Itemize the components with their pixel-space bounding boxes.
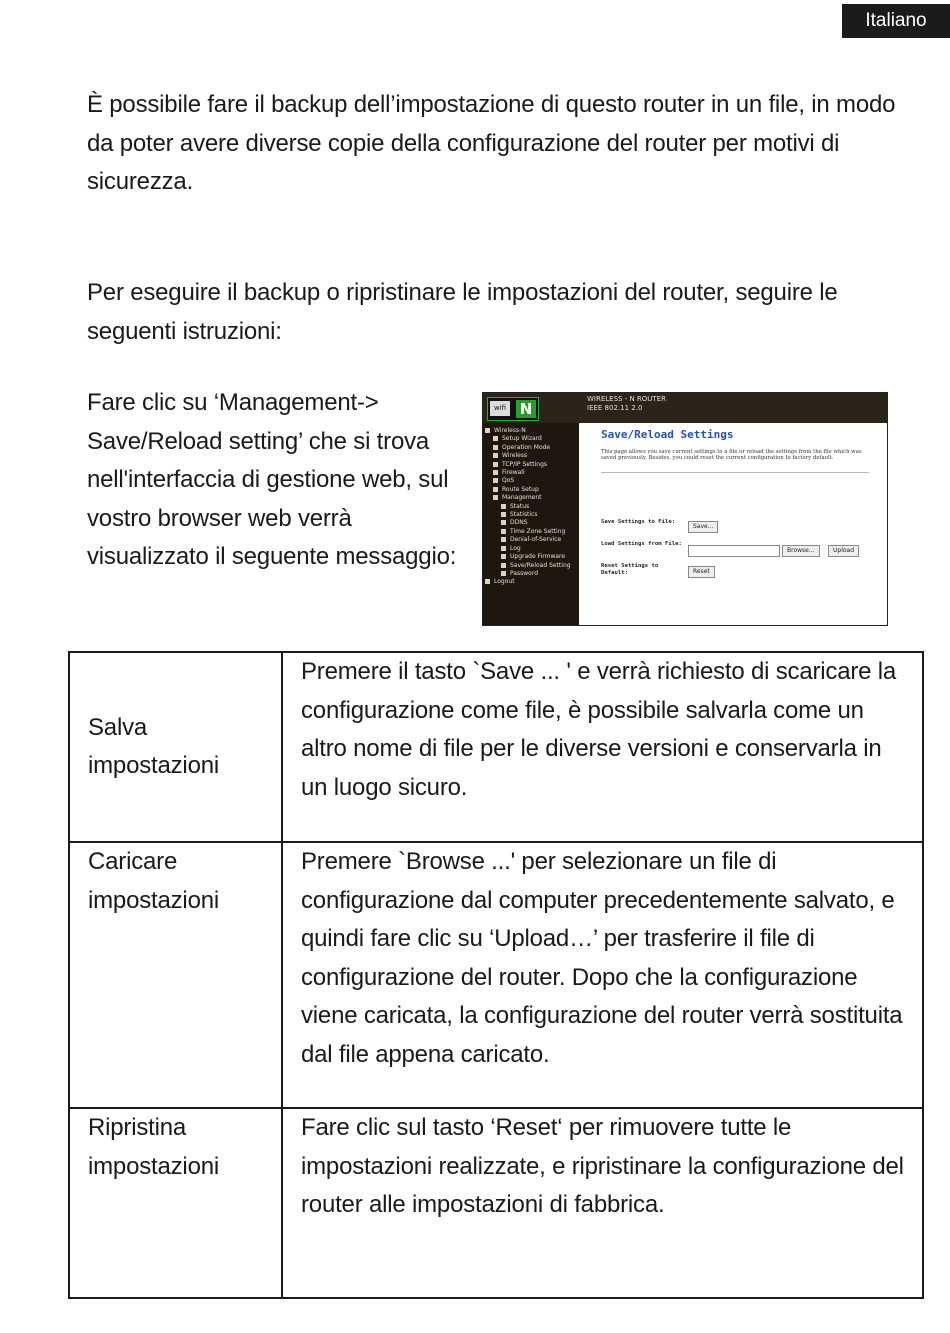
reset-button[interactable]: Reset (688, 566, 715, 578)
router-menu-item[interactable]: Logout (483, 578, 579, 586)
save-button[interactable]: Save... (688, 521, 718, 533)
router-menu-item[interactable]: Wireless (483, 452, 579, 460)
wifi-n-logo (487, 397, 539, 421)
router-page-description: This page allows you save current settings to a file or reload the settings from the file which was saved previously. Besides, you could reset the current configuration to factory default. (601, 449, 862, 462)
settings-table (68, 651, 924, 1299)
table-cell-description (282, 842, 923, 1108)
router-menu-item[interactable]: Operation Mode (483, 444, 579, 452)
table-row (69, 842, 923, 1108)
intro-paragraph: È possibile fare il backup dell’impostazione di questo router in un file, in modo da poter avere diverse copie della configurazione del router per motivi di sicurezza. (87, 91, 896, 195)
router-menu-item[interactable]: Time Zone Setting (483, 528, 579, 536)
row-description: Premere il tasto `Save ... ' e verrà richiesto di scaricare la configurazione come file, è possibile salvarla come un altro nome di file per le diverse versioni e conservarla in un luogo sicuro. (301, 658, 897, 801)
router-brand (587, 395, 666, 413)
router-menu-item[interactable]: Status (483, 503, 579, 511)
router-menu (483, 423, 579, 587)
load-settings-label: Load Settings from File: (601, 541, 682, 547)
router-menu-item[interactable]: Management (483, 494, 579, 502)
router-menu-item[interactable]: Statistics (483, 511, 579, 519)
router-menu-item[interactable]: Route Setup (483, 486, 579, 494)
router-menu-item[interactable]: Firewall (483, 469, 579, 477)
router-screenshot (482, 392, 888, 626)
router-menu-item[interactable]: Wireless-N (483, 427, 579, 435)
router-menu-item[interactable]: Denial-of-Service (483, 536, 579, 544)
save-settings-label: Save Settings to File: (601, 519, 676, 525)
table-cell-description (282, 1108, 923, 1298)
table-cell-label (69, 1108, 282, 1298)
row-label: Ripristina impostazioni (88, 1114, 219, 1180)
router-header (483, 393, 887, 423)
router-menu-item[interactable]: QoS (483, 477, 579, 485)
table-cell-label (69, 842, 282, 1108)
router-menu-item[interactable]: Save/Reload Setting (483, 562, 579, 570)
router-sidebar (483, 423, 579, 625)
click-instruction-paragraph: Fare clic su ‘Management-> Save/Reload setting’ che si trova nell'interfaccia di gestione web, sul vostro browser web verrà visualizzato il seguente messaggio: (87, 389, 457, 570)
row-description: Fare clic sul tasto ‘Reset‘ per rimuovere tutte le impostazioni realizzate, e ripristinare la configurazione del router alle impostazioni di fabbrica. (301, 1114, 904, 1218)
file-input[interactable] (688, 545, 780, 557)
instructions-paragraph: Per eseguire il backup o ripristinare le impostazioni del router, seguire le seguenti istruzioni: (87, 279, 838, 345)
table-row (69, 1108, 923, 1298)
table-cell-label (69, 652, 282, 842)
router-menu-item[interactable]: Upgrade Firmware (483, 553, 579, 561)
router-menu-item[interactable]: Log (483, 545, 579, 553)
row-label: Salva impostazioni (88, 713, 219, 779)
table-row (69, 652, 923, 842)
router-page-title: Save/Reload Settings (601, 428, 734, 441)
router-menu-item[interactable]: TCP/IP Settings (483, 461, 579, 469)
n-logo-icon: N (516, 400, 536, 418)
reset-settings-label: Reset Settings to Default: (601, 563, 659, 576)
row-description: Premere `Browse ...' per selezionare un file di configurazione dal computer precedentemente salvato, e quindi fare clic su ‘Upload…’ per trasferire il file di configurazione del router. Dopo che la configurazione viene caricata, la configurazione del router verrà sostituita dal file appena caricato. (301, 848, 903, 1068)
language-badge: Italiano (842, 4, 950, 38)
router-brand-line1: WIRELESS - N ROUTER (587, 395, 666, 403)
router-menu-item[interactable]: Password (483, 570, 579, 578)
browse-button[interactable]: Browse... (782, 545, 820, 557)
table-cell-description (282, 652, 923, 842)
router-menu-item[interactable]: DDNS (483, 519, 579, 527)
router-content (583, 423, 883, 623)
router-menu-item[interactable]: Setup Wizard (483, 435, 579, 443)
divider (601, 472, 869, 473)
upload-button[interactable]: Upload (828, 545, 859, 557)
wifi-logo-icon: wifi (490, 401, 510, 416)
row-label: Caricare impostazioni (88, 848, 219, 914)
router-brand-line2: IEEE 802.11 2.0 (587, 404, 643, 412)
